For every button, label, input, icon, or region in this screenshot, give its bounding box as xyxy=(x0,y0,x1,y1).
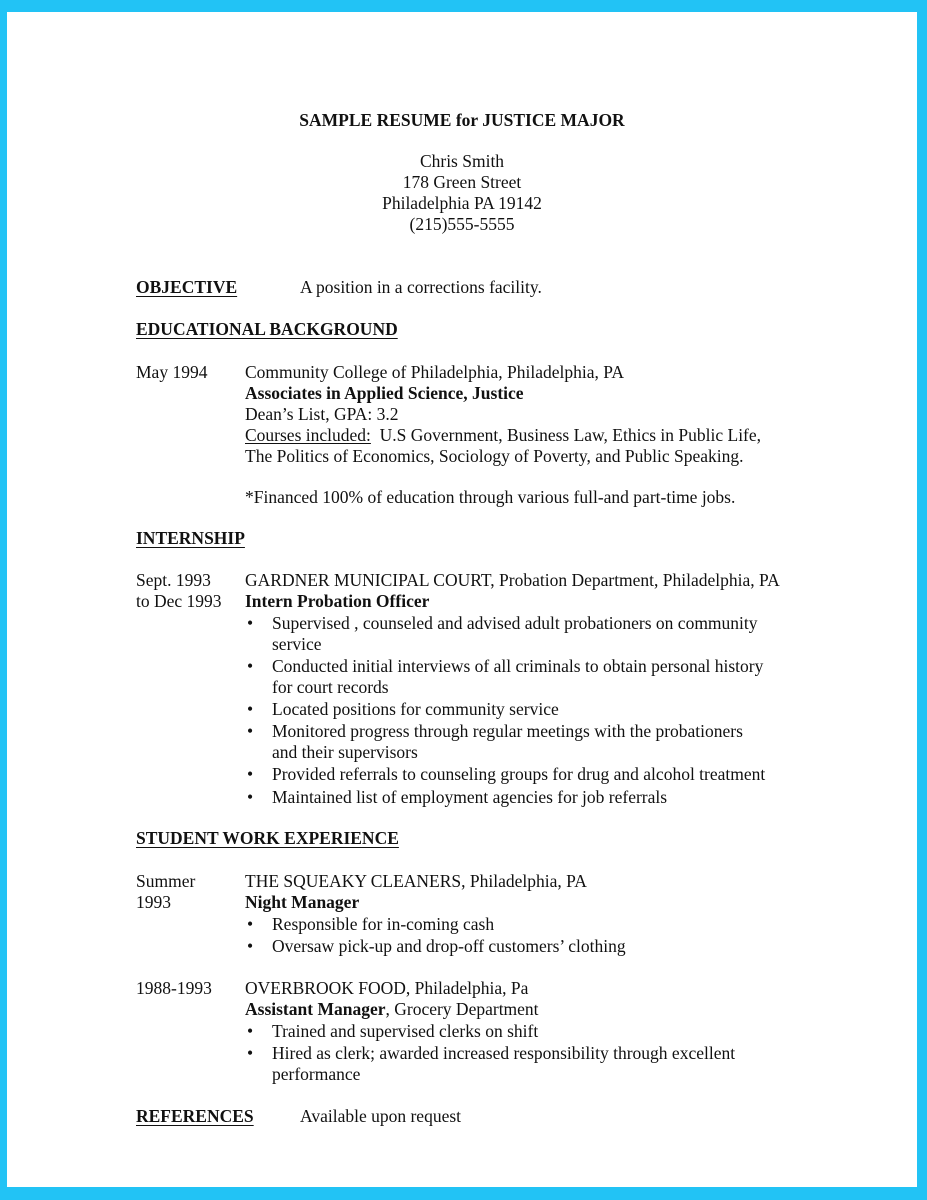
document-title: SAMPLE RESUME for JUSTICE MAJOR xyxy=(299,110,625,130)
bullet-icon: • xyxy=(247,787,254,807)
job-role: Night Manager xyxy=(245,892,360,912)
education-honors: Dean’s List, GPA: 3.2 xyxy=(245,404,399,424)
resume-page xyxy=(7,12,917,1187)
objective-heading: OBJECTIVE xyxy=(136,277,238,297)
job-date-line-1: 1988-1993 xyxy=(136,978,212,998)
contact-name: Chris Smith xyxy=(419,151,505,171)
courses-line-2: The Politics of Economics, Sociology of Poverty, and Public Speaking. xyxy=(245,446,744,466)
internship-date-start: Sept. 1993 xyxy=(136,570,211,590)
courses-label: Courses included: xyxy=(245,425,371,445)
list-item-continuation: service xyxy=(272,634,322,654)
list-item: Provided referrals to counseling groups for drug and alcohol treatment xyxy=(272,764,766,784)
objective-text: A position in a corrections facility. xyxy=(300,277,542,297)
bullet-icon: • xyxy=(247,1043,254,1063)
list-item: Oversaw pick-up and drop-off customers’ clothing xyxy=(272,936,626,956)
job-role-department: , Grocery Department xyxy=(385,999,539,1019)
education-school: Community College of Philadelphia, Philadelphia, PA xyxy=(245,362,624,382)
bullet-icon: • xyxy=(247,613,254,633)
education-note: *Financed 100% of education through various full-and part-time jobs. xyxy=(245,487,736,507)
job-role-line xyxy=(245,999,539,1020)
education-degree: Associates in Applied Science, Justice xyxy=(245,383,524,403)
internship-role: Intern Probation Officer xyxy=(245,591,430,611)
list-item: Trained and supervised clerks on shift xyxy=(272,1021,539,1041)
list-item: Located positions for community service xyxy=(272,699,559,719)
job-date-line-2: 1993 xyxy=(136,892,171,912)
bullet-icon: • xyxy=(247,699,254,719)
internship-employer: GARDNER MUNICIPAL COURT, Probation Department, Philadelphia, PA xyxy=(245,570,780,590)
work-heading: STUDENT WORK EXPERIENCE xyxy=(136,828,399,848)
list-item: Monitored progress through regular meetings with the probationers xyxy=(272,721,743,741)
bullet-icon: • xyxy=(247,656,254,676)
list-item: Conducted initial interviews of all criminals to obtain personal history xyxy=(272,656,764,676)
education-heading: EDUCATIONAL BACKGROUND xyxy=(136,319,398,339)
contact-street: 178 Green Street xyxy=(402,172,522,192)
bullet-icon: • xyxy=(247,936,254,956)
job-employer: THE SQUEAKY CLEANERS, Philadelphia, PA xyxy=(245,871,587,891)
bullet-icon: • xyxy=(247,721,254,741)
contact-city: Philadelphia PA 19142 xyxy=(382,193,542,213)
references-heading: REFERENCES xyxy=(136,1106,254,1126)
list-item: Responsible for in-coming cash xyxy=(272,914,495,934)
list-item: Hired as clerk; awarded increased responsibility through excellent xyxy=(272,1043,736,1063)
bullet-icon: • xyxy=(247,1021,254,1041)
job-date-line-1: Summer xyxy=(136,871,196,891)
education-date: May 1994 xyxy=(136,362,208,382)
internship-heading: INTERNSHIP xyxy=(136,528,245,548)
courses-line-1: U.S Government, Business Law, Ethics in Public Life, xyxy=(370,425,762,445)
job-role: Assistant Manager xyxy=(245,999,386,1019)
list-item-continuation: for court records xyxy=(272,677,389,697)
job-employer: OVERBROOK FOOD, Philadelphia, Pa xyxy=(245,978,529,998)
list-item-continuation: performance xyxy=(272,1064,361,1084)
list-item: Supervised , counseled and advised adult probationers on community xyxy=(272,613,758,633)
bullet-icon: • xyxy=(247,764,254,784)
education-courses xyxy=(245,425,761,446)
references-text: Available upon request xyxy=(300,1106,462,1126)
bullet-icon: • xyxy=(247,914,254,934)
list-item-continuation: and their supervisors xyxy=(272,742,418,762)
internship-date-end: to Dec 1993 xyxy=(136,591,222,611)
contact-phone: (215)555-5555 xyxy=(409,214,515,234)
list-item: Maintained list of employment agencies for job referrals xyxy=(272,787,668,807)
